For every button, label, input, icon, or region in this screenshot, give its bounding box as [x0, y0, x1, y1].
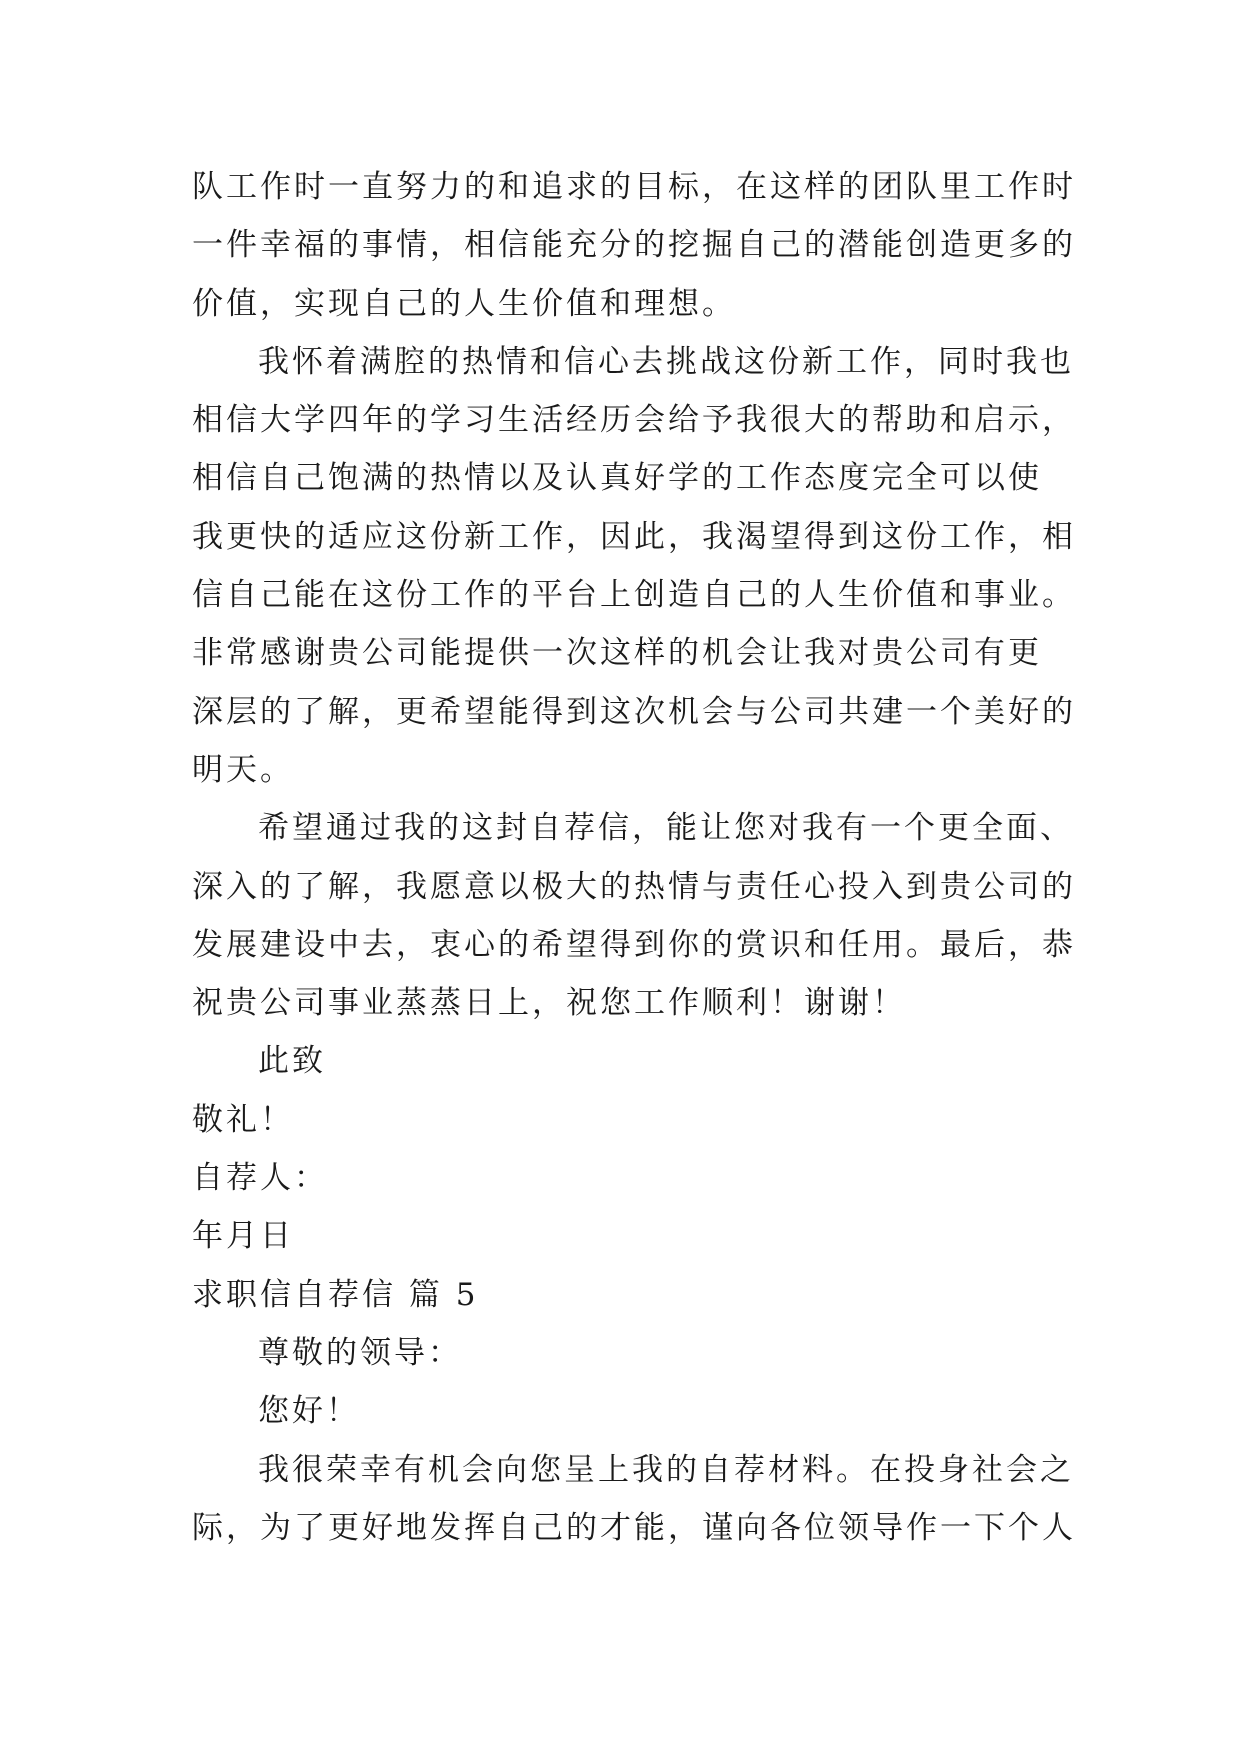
text-line: 际，为了更好地发挥自己的才能，谨向各位领导作一下个人: [192, 1509, 1076, 1546]
salutation-line: 敬礼！: [192, 1101, 294, 1138]
text-line: 我更快的适应这份新工作，因此，我渴望得到这份工作，相: [192, 518, 1076, 555]
text-line: 非常感谢贵公司能提供一次这样的机会让我对贵公司有更: [192, 635, 1042, 672]
text-line: 价值，实现自己的人生价值和理想。: [192, 285, 736, 322]
text-line: 相信自己饱满的热情以及认真好学的工作态度完全可以使: [192, 460, 1042, 497]
paragraph-start-line: 希望通过我的这封自荐信，能让您对我有一个更全面、: [258, 810, 1074, 847]
section-title: 求职信自荐信 篇 5: [192, 1276, 479, 1313]
text-line: 深入的了解，我愿意以极大的热情与责任心投入到贵公司的: [192, 868, 1076, 905]
document-body: [192, 158, 1076, 1557]
signature-line: 自荐人：: [192, 1160, 328, 1197]
text-line: 发展建设中去，衷心的希望得到你的赏识和任用。最后，恭: [192, 926, 1076, 963]
greeting-line: 尊敬的领导：: [258, 1334, 462, 1371]
paragraph-start-line: 我很荣幸有机会向您呈上我的自荐材料。在投身社会之: [258, 1451, 1074, 1488]
greeting-line: 您好！: [258, 1393, 360, 1430]
text-line: 深层的了解，更希望能得到这次机会与公司共建一个美好的: [192, 693, 1076, 730]
text-line: 相信大学四年的学习生活经历会给予我很大的帮助和启示，: [192, 402, 1076, 439]
date-line: 年月日: [192, 1218, 294, 1255]
text-line: 祝贵公司事业蒸蒸日上，祝您工作顺利！谢谢！: [192, 985, 906, 1022]
text-line: 信自己能在这份工作的平台上创造自己的人生价值和事业。: [192, 577, 1076, 614]
text-line: 队工作时一直努力的和追求的目标，在这样的团队里工作时: [192, 169, 1076, 205]
text-line: 明天。: [192, 751, 294, 788]
closing-line: 此致: [258, 1043, 326, 1080]
paragraph-start-line: 我怀着满腔的热情和信心去挑战这份新工作，同时我也: [258, 343, 1074, 380]
text-line: 一件幸福的事情，相信能充分的挖掘自己的潜能创造更多的: [192, 227, 1076, 264]
